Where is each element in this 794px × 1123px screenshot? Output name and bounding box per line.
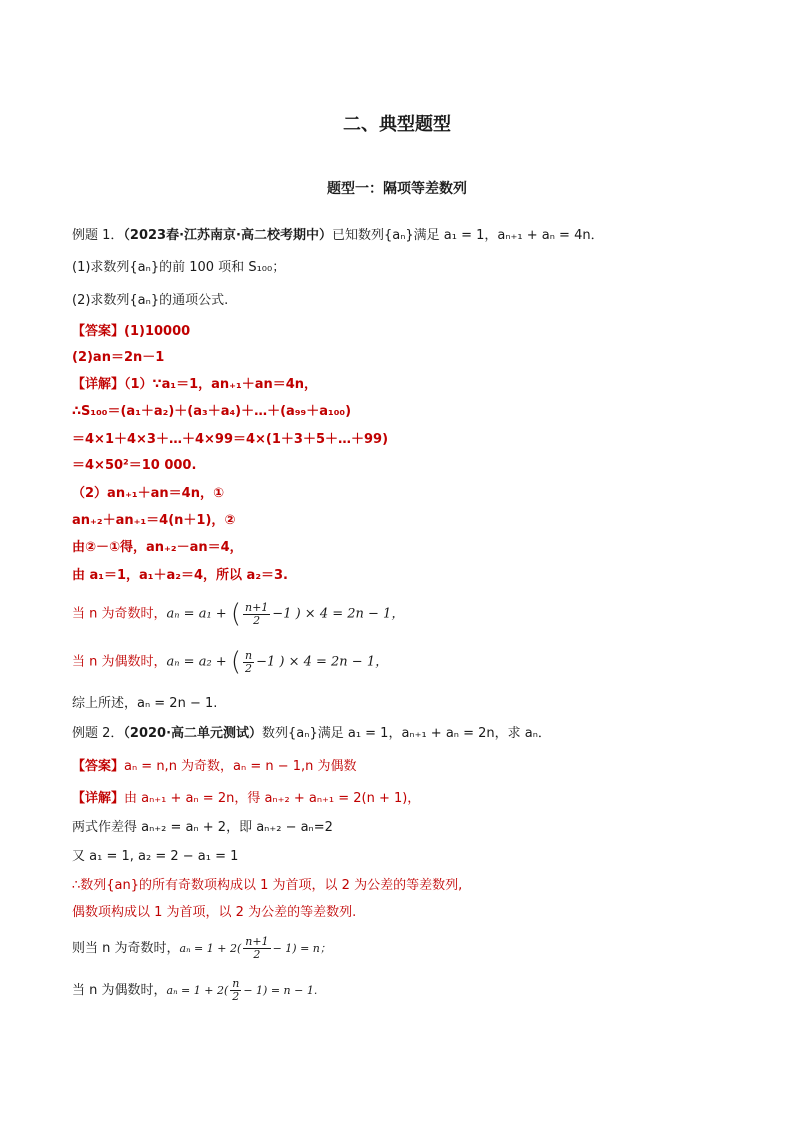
answer-1-value: (1)10000 [124,324,191,339]
odd-case-prefix: 当 n 为奇数时， [72,606,167,622]
example-1-header [72,226,604,246]
example-1-detail-6: an₊₂＋an₊₁＝4(n＋1)，② [72,513,236,528]
example-2-detail-4: ∴数列{an}的所有奇数项构成以 1 为首项，以 2 为公差的等差数列, [72,878,463,893]
odd-case-fraction: $\frac{n+1}{2}$ [245,935,269,961]
odd-case-formula-left: aₙ = 1 + 2( [179,942,242,955]
example-1-detail-1 [72,375,317,395]
odd-case-formula-left: aₙ = a₁ + [166,606,227,622]
even-case-formula-right: −1 ) × 4 = 2n − 1， [256,654,389,670]
answer-tag: 【答案】 [72,324,125,339]
odd-case-formula-right: −1 ) × 4 = 2n − 1， [272,606,405,622]
odd-case-prefix: 则当 n 为奇数时， [72,941,180,956]
example-1-question-2: (2)求数列{aₙ}的通项公式. [72,293,229,308]
example-2-stem: 数列{aₙ}满足 a₁ = 1，aₙ₊₁ + aₙ = 2n，求 aₙ． [262,726,551,741]
section-title: 二、典型题型 [343,114,451,135]
example-2-header [72,724,551,744]
example-1-summary: 综上所述，aₙ = 2n − 1. [72,696,218,711]
odd-case-fraction: $\frac{n+1}{2}$ [244,600,269,627]
even-case-prefix: 当 n 为偶数时， [72,654,167,670]
even-case-formula-left: aₙ = a₂ + [166,654,227,670]
type-title: 题型一：隔项等差数列 [327,181,467,197]
answer-value: aₙ = n,n 为奇数，aₙ = n − 1,n 为偶数 [124,759,357,774]
example-1-question-1: (1)求数列{aₙ}的前 100 项和 S₁₀₀； [72,260,286,275]
answer-tag: 【答案】 [72,759,125,774]
example-1-detail-5: （2）an₊₁＋an＝4n，① [72,486,224,501]
example-2-detail-3: 又 a₁ = 1, a₂ = 2 − a₁ = 1 [72,849,239,864]
detail-1-text: 由 aₙ₊₁ + aₙ = 2n，得 aₙ₊₂ + aₙ₊₁ = 2(n + 1)， [124,791,421,806]
even-case-formula-right: − 1) = n − 1. [243,984,318,997]
even-case-formula-left: aₙ = 1 + 2( [166,984,229,997]
open-paren: ( [230,599,241,629]
even-case-fraction: $\frac{n}{2}$ [244,648,253,675]
example-1-detail-3: ＝4×1＋4×3＋…＋4×99＝4×(1＋3＋5＋…＋99) [72,432,389,447]
example-1-odd-case [72,600,404,629]
example-1-detail-8: 由 a₁＝1，a₁＋a₂＝4，所以 a₂＝3. [72,568,288,583]
detail-tag: 【详解】 [72,791,125,806]
example-1-detail-7: 由②－①得，an₊₂－an＝4， [72,540,243,555]
odd-case-formula-right: − 1) = n； [272,942,331,955]
example-2-odd-case [72,935,331,963]
example-2-detail-2: 两式作差得 aₙ₊₂ = aₙ + 2，即 aₙ₊₂ − aₙ=2 [72,820,333,835]
example-1-stem: 已知数列{aₙ}满足 a₁ = 1，aₙ₊₁ + aₙ = 4n． [331,228,604,243]
example-2-even-case [72,977,317,1005]
even-case-fraction: $\frac{n}{2}$ [232,977,240,1003]
example-2-answer [72,757,357,777]
example-1-answer-1 [72,322,190,342]
example-1-label: 例题 1． [72,228,124,243]
example-2-source: （2020·高二单元测试） [123,726,263,741]
example-1-detail-4: ＝4×50²＝10 000. [72,458,197,473]
detail-tag: 【详解】 [72,377,125,392]
example-1-even-case [72,648,388,677]
example-2-detail-1 [72,789,420,809]
example-1-answer-2: (2)an＝2n－1 [72,350,165,365]
example-2-detail-5: 偶数项构成以 1 为首项，以 2 为公差的等差数列. [72,905,357,920]
example-1-detail-2: ∴S₁₀₀＝(a₁＋a₂)＋(a₃＋a₄)＋…＋(a₉₉＋a₁₀₀) [72,404,352,419]
open-paren: ( [230,647,241,677]
example-2-label: 例题 2． [72,726,124,741]
example-1-source: （2023春·江苏南京·高二校考期中） [123,228,332,243]
even-case-prefix: 当 n 为偶数时， [72,983,167,998]
detail-1-text: （1）∵a₁＝1，an₊₁＋an＝4n， [124,377,318,392]
